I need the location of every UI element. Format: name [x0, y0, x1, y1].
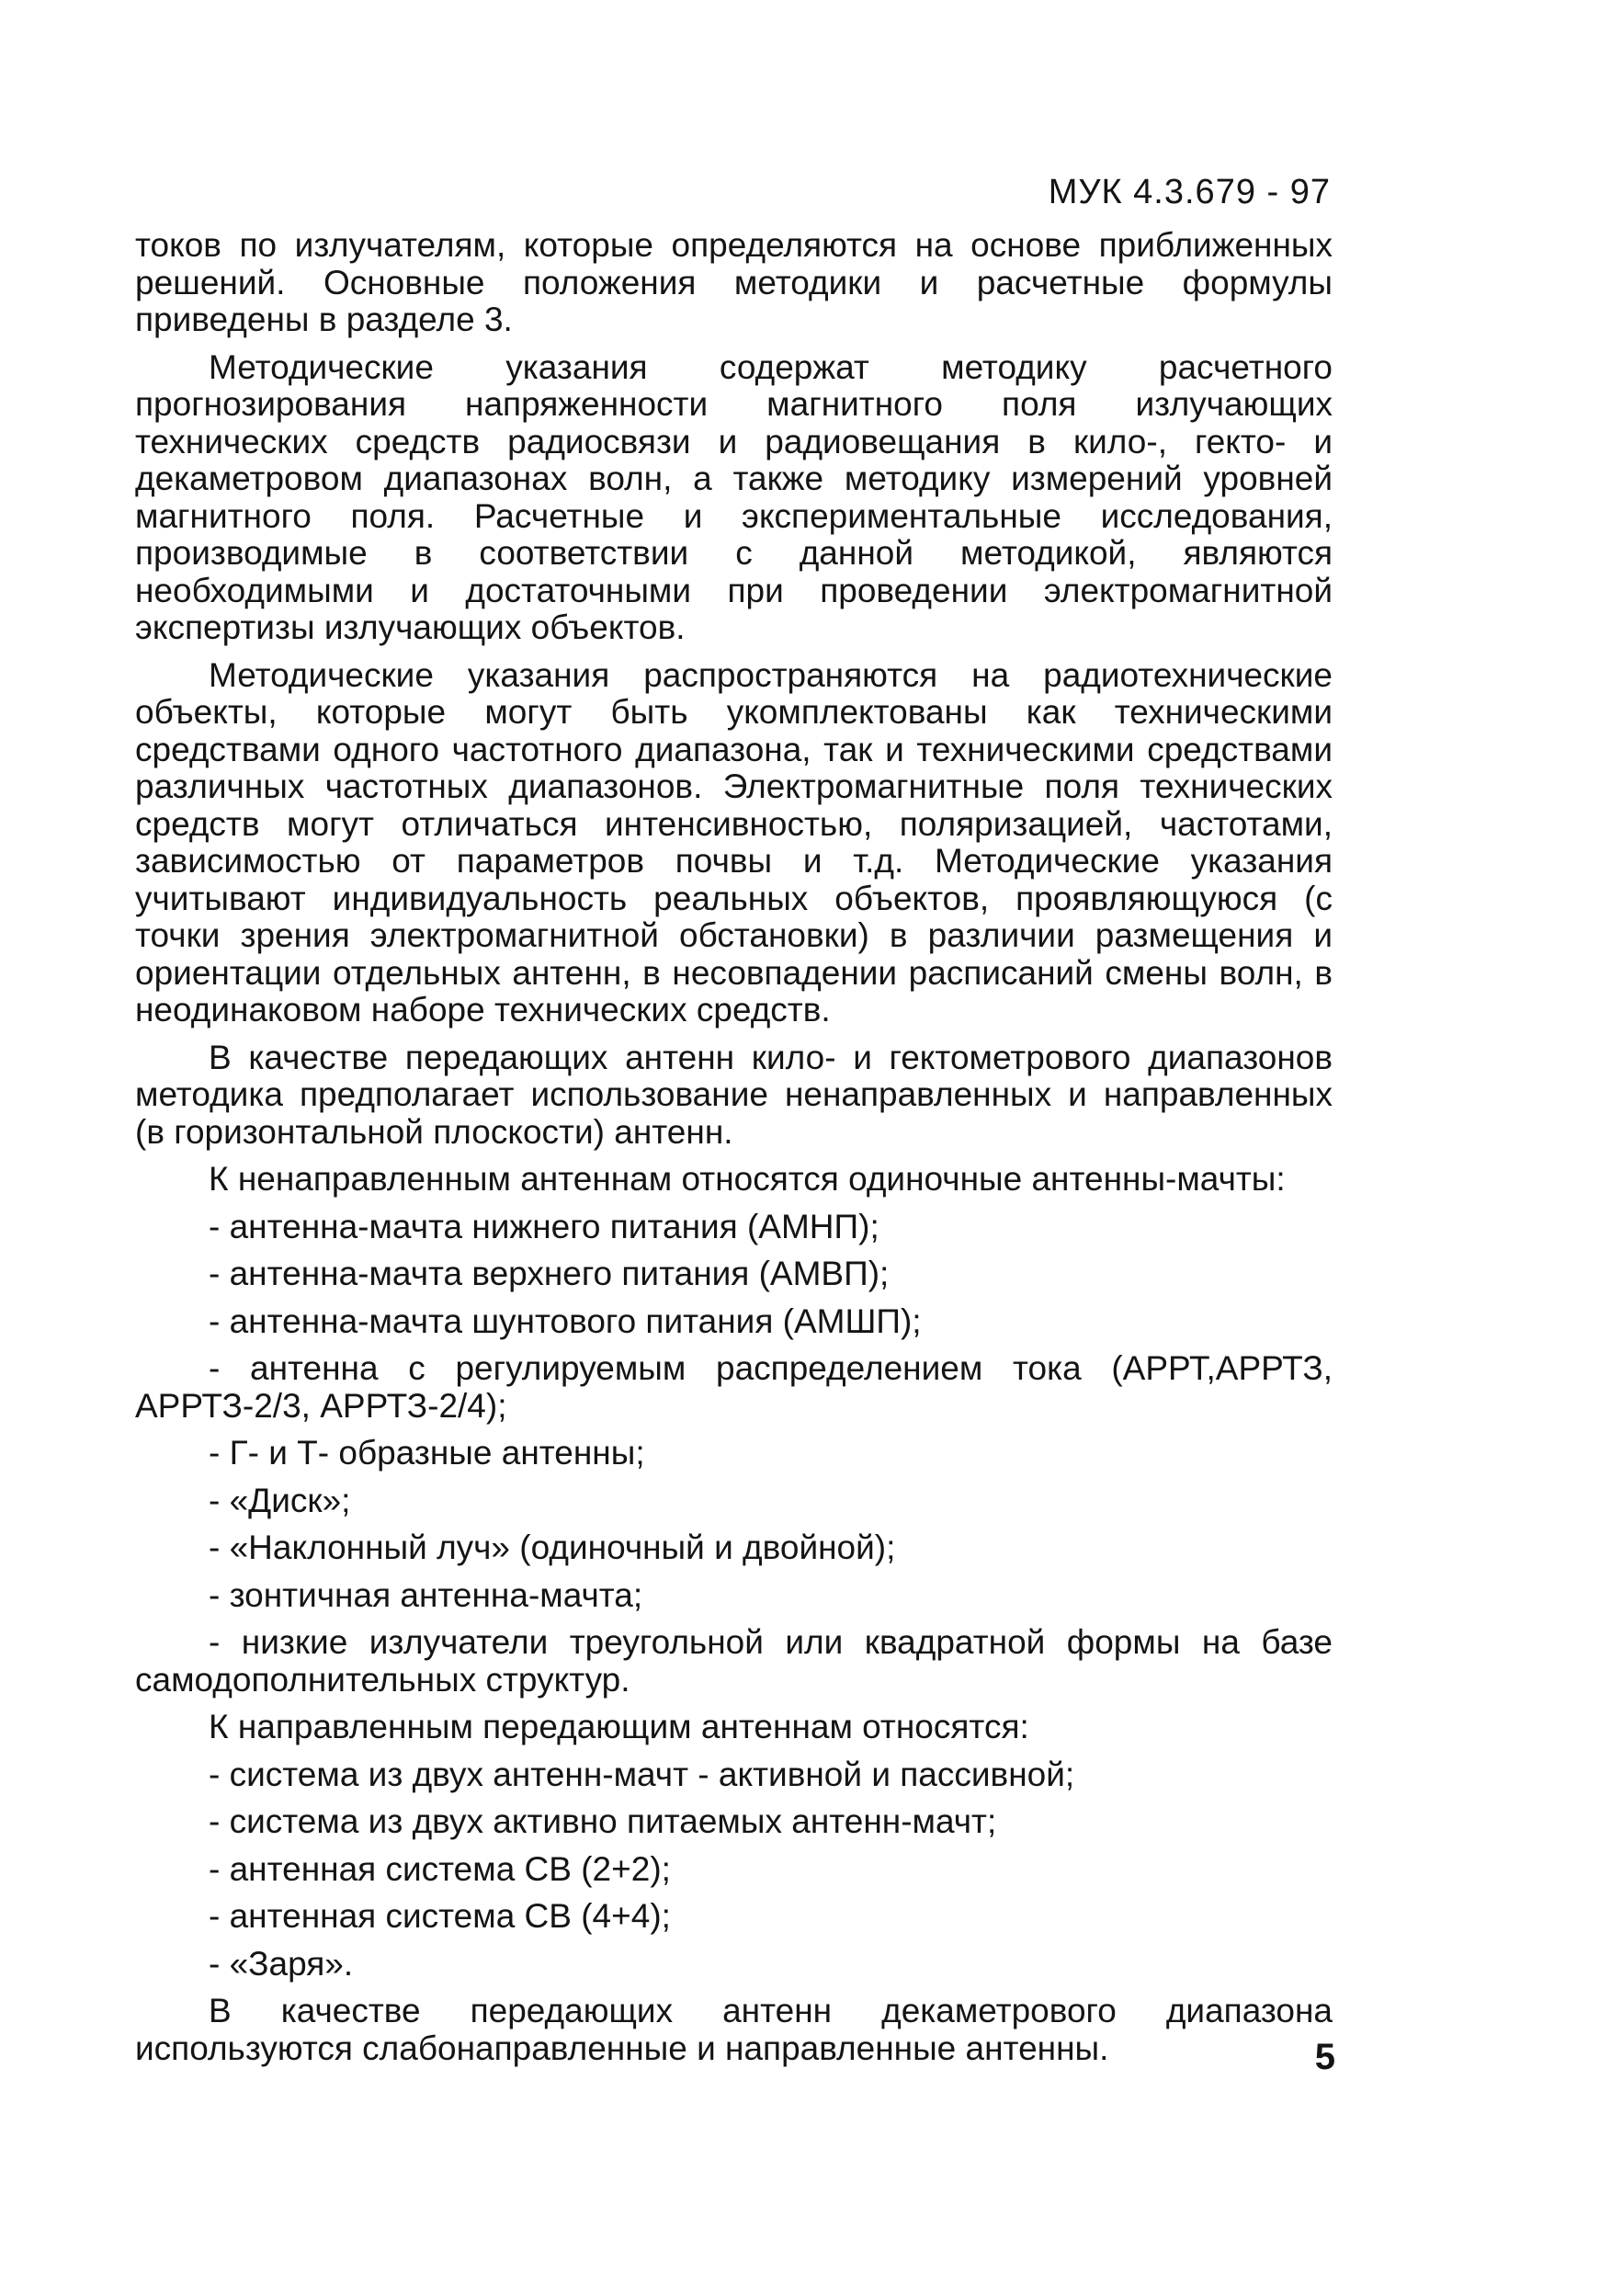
list-item: - антенна-мачта верхнего питания (АМВП); [209, 1255, 890, 1292]
list-item: - система из двух антенн-мачт - активной и пассивной; [209, 1755, 1075, 1793]
list-item: - антенна-мачта нижнего питания (АМНП); [209, 1207, 879, 1245]
paragraph-nondirectional-intro: К ненаправленным антеннам относятся одиночные антенны-мачты: [209, 1160, 1286, 1198]
page-number: 5 [1314, 2037, 1335, 2077]
list-item: - «Наклонный луч» (одиночный и двойной); [209, 1529, 896, 1566]
list-item: - система из двух активно питаемых антенн-мачт; [209, 1802, 997, 1840]
paragraph-applicability: Методические указания распространяются на радиотехнические объекты, которые могут быть укомплектованы как техническими средствами одного частотного диапазона, так и техническими средствами различных частотных диапазонов. Электромагнитные поля технических средств могут отличаться интенсивностью, поляризацией, частотами, зависимостью от параметров почвы и т.д. Методические указания учитывают индивидуальность реальных объектов, проявляющуюся (с точки зрения электромагнитной обстановки) в различии размещения и ориентации отдельных антенн, в несовпадении расписаний смены волн, в неодинаковом наборе технических средств. [135, 655, 1333, 1029]
list-item: - зонтичная антенна-мачта; [209, 1575, 643, 1614]
list-item: - Г- и Т- образные антенны; [209, 1434, 645, 1472]
paragraph-antenna-types: В качестве передающих антенн кило- и гектометрового диапазонов методика предполагает использование ненаправленных и направленных (в горизонтальной плоскости) антенн. [135, 1038, 1333, 1151]
list-item: - «Заря». [209, 1944, 354, 1983]
list-item: - «Диск»; [209, 1481, 351, 1519]
list-item: - антенна с регулируемым распределением тока (АРРТ,АРРТЗ, АРРТЗ-2/3, АРРТЗ-2/4); [135, 1349, 1333, 1425]
paragraph-decameter-antennas: В качестве передающих антенн декаметрового диапазона используются слабонаправленные и направленные антенны. [135, 1992, 1333, 2067]
paragraph-directional-intro: К направленным передающим антеннам относятся: [209, 1708, 1029, 1745]
paragraph-scope: Методические указания содержат методику расчетного прогнозирования напряженности магнитного поля излучающих технических средств радиосвязи и радиовещания в кило-, гекто- и декаметровом диапазонах волн, а также методику измерений уровней магнитного поля. Расчетные и экспериментальные исследования, производимые в соответствии с данной методикой, являются необходимыми и достаточными при проведении электромагнитной экспертизы излучающих объектов. [135, 347, 1333, 646]
nondirectional-antenna-list [135, 1209, 1333, 1699]
list-item: - антенная система СВ (4+4); [209, 1897, 671, 1935]
paragraph-continuation: токов по излучателям, которые определяются на основе приближенных решений. Основные положения методики и расчетные формулы приведены в разделе 3. [135, 226, 1333, 338]
directional-antenna-list [135, 1756, 1333, 1983]
list-item: - низкие излучатели треугольной или квадратной формы на базе самодополнительных структур. [135, 1623, 1333, 1699]
list-item: - антенна-мачта шунтового питания (АМШП); [209, 1301, 922, 1340]
body-text [135, 227, 1333, 2077]
list-item: - антенная система СВ (2+2); [209, 1849, 671, 1888]
document-code: МУК 4.3.679 - 97 [1048, 173, 1331, 211]
